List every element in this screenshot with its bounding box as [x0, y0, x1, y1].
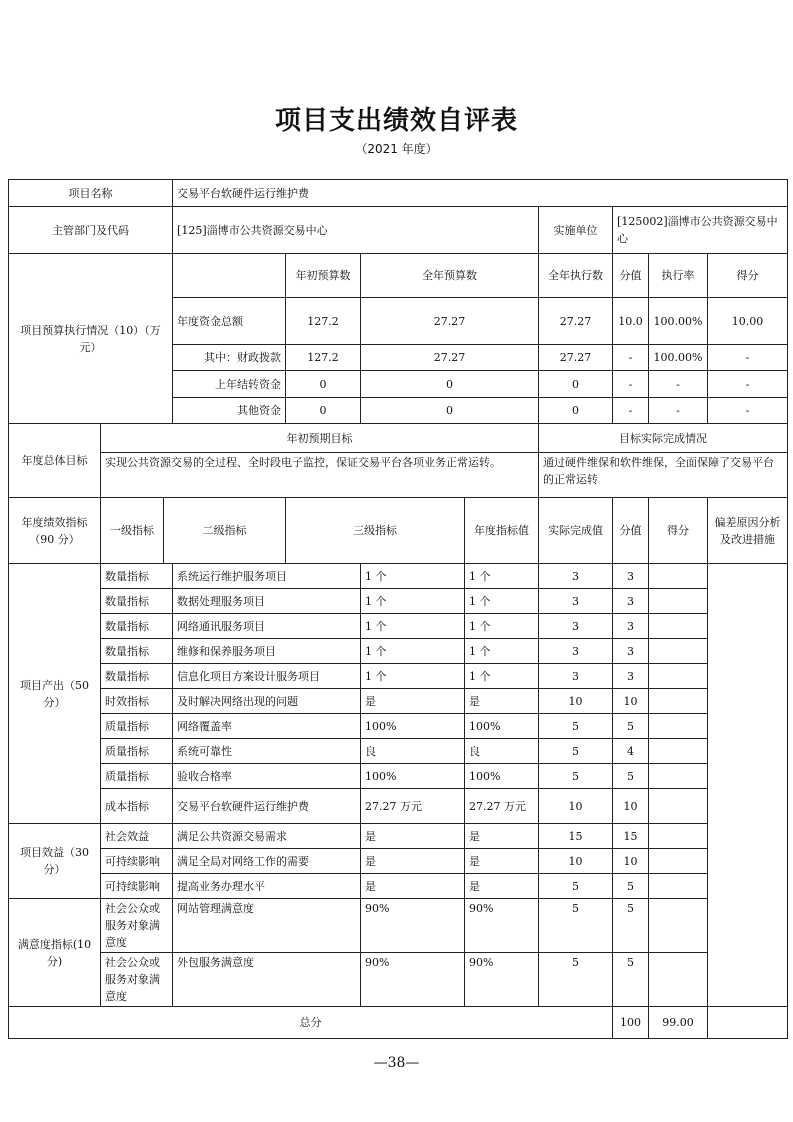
impl-value: [125002]淄博市公共资源交易中心 — [613, 207, 788, 254]
total-score: 99.00 — [649, 1007, 708, 1039]
indicator-actual: 是 — [465, 874, 539, 899]
indicator-score: 3 — [613, 664, 649, 689]
indicator-actual: 1 个 — [465, 639, 539, 664]
indicator-level2: 社会公众或服务对象满意度 — [101, 899, 173, 953]
project-name-value: 交易平台软硬件运行维护费 — [173, 180, 788, 207]
indicator-actual: 1 个 — [465, 589, 539, 614]
budget-row-annual: 27.27 — [361, 298, 539, 345]
indicator-level3: 提高业务办理水平 — [173, 874, 361, 899]
indicator-weight: 3 — [539, 664, 613, 689]
indicator-target: 1 个 — [361, 639, 465, 664]
indicator-level3: 及时解决网络出现的问题 — [173, 689, 361, 714]
indicator-weight: 10 — [539, 789, 613, 824]
indicator-note — [649, 764, 708, 789]
indicator-level2: 数量指标 — [101, 664, 173, 689]
budget-row-weight: - — [613, 398, 649, 424]
goals-header-row — [9, 424, 788, 453]
page-title: 项目支出绩效自评表 — [274, 106, 518, 136]
indicator-score: 3 — [613, 564, 649, 589]
budget-row-label: 其中：财政拨款 — [173, 345, 286, 371]
total-weight: 100 — [613, 1007, 649, 1039]
indicator-row — [9, 689, 788, 714]
indicator-score: 10 — [613, 789, 649, 824]
budget-row-label: 上年结转资金 — [173, 371, 286, 398]
indicator-score: 10 — [613, 849, 649, 874]
indicator-score: 5 — [613, 874, 649, 899]
indicator-actual: 100% — [465, 764, 539, 789]
indicator-target: 1 个 — [361, 564, 465, 589]
indicator-score: 5 — [613, 953, 649, 1007]
indicator-row — [9, 899, 788, 953]
indicator-target: 是 — [361, 874, 465, 899]
budget-header-score: 得分 — [708, 254, 788, 298]
budget-row-rate: - — [649, 398, 708, 424]
indicator-note — [649, 714, 708, 739]
indicator-level2: 质量指标 — [101, 714, 173, 739]
indicator-row — [9, 664, 788, 689]
project-name-row — [9, 180, 788, 207]
indicator-level3: 外包服务满意度 — [173, 953, 361, 1007]
indicator-level3: 满足公共资源交易需求 — [173, 824, 361, 849]
indicator-level1: 项目产出（50 分） — [9, 564, 101, 824]
indicator-level3: 验收合格率 — [173, 764, 361, 789]
indicator-weight: 5 — [539, 739, 613, 764]
evaluation-table — [8, 179, 788, 1039]
indicator-level3: 维修和保养服务项目 — [173, 639, 361, 664]
indicator-level3: 信息化项目方案设计服务项目 — [173, 664, 361, 689]
total-label: 总分 — [9, 1007, 613, 1039]
indicators-header-score: 得分 — [649, 498, 708, 564]
budget-section-label: 项目预算执行情况（10）（万元） — [9, 254, 173, 424]
indicator-note — [649, 589, 708, 614]
indicator-actual: 是 — [465, 824, 539, 849]
indicator-weight: 15 — [539, 824, 613, 849]
indicator-target: 良 — [361, 739, 465, 764]
budget-row-executed: 27.27 — [539, 298, 613, 345]
dept-row — [9, 207, 788, 254]
goals-content-row — [9, 453, 788, 498]
indicators-header-actual: 实际完成值 — [539, 498, 613, 564]
budget-row-weight: - — [613, 345, 649, 371]
indicator-actual: 90% — [465, 899, 539, 953]
indicator-weight: 3 — [539, 639, 613, 664]
indicator-row — [9, 874, 788, 899]
indicator-level2: 时效指标 — [101, 689, 173, 714]
indicator-weight: 3 — [539, 564, 613, 589]
indicator-level2: 数量指标 — [101, 589, 173, 614]
indicator-target: 1 个 — [361, 614, 465, 639]
indicator-weight: 5 — [539, 899, 613, 953]
indicator-weight: 5 — [539, 953, 613, 1007]
indicator-target: 90% — [361, 953, 465, 1007]
budget-row-annual: 0 — [361, 398, 539, 424]
budget-row-label: 其他资金 — [173, 398, 286, 424]
indicator-actual: 是 — [465, 849, 539, 874]
indicator-note — [649, 614, 708, 639]
indicator-score: 4 — [613, 739, 649, 764]
indicator-level2: 社会公众或服务对象满意度 — [101, 953, 173, 1007]
indicator-row — [9, 739, 788, 764]
indicator-weight: 3 — [539, 614, 613, 639]
indicator-body — [9, 564, 788, 1007]
indicator-note — [649, 564, 708, 589]
budget-row-score: - — [708, 398, 788, 424]
indicator-target: 是 — [361, 689, 465, 714]
indicator-target: 是 — [361, 824, 465, 849]
indicator-actual: 100% — [465, 714, 539, 739]
indicator-weight: 5 — [539, 874, 613, 899]
indicator-level2: 质量指标 — [101, 764, 173, 789]
indicator-row — [9, 564, 788, 589]
indicator-level3: 满足全局对网络工作的需要 — [173, 849, 361, 874]
indicator-note — [649, 664, 708, 689]
indicator-target: 1 个 — [361, 589, 465, 614]
indicator-actual: 1 个 — [465, 564, 539, 589]
budget-row-score: 10.00 — [708, 298, 788, 345]
budget-row-rate: 100.00% — [649, 298, 708, 345]
indicators-header-weight: 分值 — [613, 498, 649, 564]
indicator-level2: 可持续影响 — [101, 849, 173, 874]
indicator-actual: 1 个 — [465, 614, 539, 639]
indicators-section-label: 年度绩效指标（90 分） — [9, 498, 101, 564]
indicator-note — [649, 824, 708, 849]
indicator-score: 5 — [613, 899, 649, 953]
indicator-target: 100% — [361, 714, 465, 739]
indicator-level1: 满意度指标(10 分) — [9, 899, 101, 1007]
dept-label: 主管部门及代码 — [9, 207, 173, 254]
indicators-header-level2: 二级指标 — [164, 498, 286, 564]
page-number: —38— — [373, 1055, 420, 1071]
budget-header-rate: 执行率 — [649, 254, 708, 298]
indicator-weight: 10 — [539, 849, 613, 874]
indicator-target: 1 个 — [361, 664, 465, 689]
indicator-score: 3 — [613, 589, 649, 614]
indicator-level2: 可持续影响 — [101, 874, 173, 899]
indicator-row — [9, 764, 788, 789]
indicator-weight: 10 — [539, 689, 613, 714]
goals-section-label: 年度总体目标 — [9, 424, 101, 498]
budget-row-score: - — [708, 345, 788, 371]
indicator-score: 3 — [613, 639, 649, 664]
goals-actual-text: 通过硬件维保和软件维保，全面保障了交易平台的正常运转 — [539, 453, 788, 498]
indicator-target: 90% — [361, 899, 465, 953]
indicators-header-row — [9, 498, 788, 564]
indicator-note — [649, 689, 708, 714]
dept-value: [125]淄博市公共资源交易中心 — [173, 207, 539, 254]
indicator-row — [9, 953, 788, 1007]
budget-row-initial: 127.2 — [286, 298, 361, 345]
indicator-note — [649, 639, 708, 664]
indicators-header-note: 偏差原因分析及改进措施 — [708, 498, 788, 564]
indicator-level2: 质量指标 — [101, 739, 173, 764]
budget-row-initial: 0 — [286, 398, 361, 424]
indicator-target: 是 — [361, 849, 465, 874]
indicator-note — [649, 739, 708, 764]
indicator-level3: 网络覆盖率 — [173, 714, 361, 739]
indicator-score: 5 — [613, 764, 649, 789]
indicator-note — [649, 953, 708, 1007]
budget-header-blank — [173, 254, 286, 298]
budget-header-annual: 全年预算数 — [361, 254, 539, 298]
total-note — [708, 1007, 788, 1039]
indicator-target: 100% — [361, 764, 465, 789]
indicator-level3: 交易平台软硬件运行维护费 — [173, 789, 361, 824]
indicator-weight: 3 — [539, 589, 613, 614]
budget-header-row — [9, 254, 788, 298]
indicator-score: 10 — [613, 689, 649, 714]
budget-row-score: - — [708, 371, 788, 398]
budget-row-executed: 0 — [539, 398, 613, 424]
indicator-level3: 网络通讯服务项目 — [173, 614, 361, 639]
indicator-level2: 数量指标 — [101, 639, 173, 664]
indicator-level1: 项目效益（30 分） — [9, 824, 101, 899]
goals-expected-text: 实现公共资源交易的全过程、全时段电子监控，保证交易平台各项业务正常运转。 — [101, 453, 539, 498]
page-subtitle: （2021 年度） — [355, 142, 438, 156]
indicator-row — [9, 639, 788, 664]
project-name-label: 项目名称 — [9, 180, 173, 207]
budget-header-executed: 全年执行数 — [539, 254, 613, 298]
total-row — [9, 1007, 788, 1039]
budget-header-initial: 年初预算数 — [286, 254, 361, 298]
indicator-score: 5 — [613, 714, 649, 739]
indicator-level2: 数量指标 — [101, 564, 173, 589]
budget-row-executed: 0 — [539, 371, 613, 398]
indicators-header-level3: 三级指标 — [286, 498, 465, 564]
indicator-actual: 是 — [465, 689, 539, 714]
budget-row-executed: 27.27 — [539, 345, 613, 371]
indicator-note — [649, 849, 708, 874]
budget-row-weight: - — [613, 371, 649, 398]
budget-row-weight: 10.0 — [613, 298, 649, 345]
indicator-level3: 系统可靠性 — [173, 739, 361, 764]
indicator-row — [9, 824, 788, 849]
indicator-level2: 社会效益 — [101, 824, 173, 849]
indicator-actual: 90% — [465, 953, 539, 1007]
budget-row-label: 年度资金总额 — [173, 298, 286, 345]
budget-row-rate: - — [649, 371, 708, 398]
indicator-note — [649, 874, 708, 899]
indicators-header-target: 年度指标值 — [465, 498, 539, 564]
impl-label: 实施单位 — [539, 207, 613, 254]
indicator-level2: 成本指标 — [101, 789, 173, 824]
indicator-actual: 良 — [465, 739, 539, 764]
budget-row-initial: 127.2 — [286, 345, 361, 371]
indicator-actual: 1 个 — [465, 664, 539, 689]
indicator-note — [649, 789, 708, 824]
indicator-level3: 数据处理服务项目 — [173, 589, 361, 614]
indicator-row — [9, 789, 788, 824]
indicators-header-level1: 一级指标 — [101, 498, 164, 564]
indicator-weight: 5 — [539, 714, 613, 739]
budget-header-weight: 分值 — [613, 254, 649, 298]
indicator-row — [9, 714, 788, 739]
budget-row-annual: 27.27 — [361, 345, 539, 371]
indicator-level2: 数量指标 — [101, 614, 173, 639]
indicator-note — [649, 899, 708, 953]
budget-row-rate: 100.00% — [649, 345, 708, 371]
goals-expected-header: 年初预期目标 — [101, 424, 539, 453]
indicator-score: 3 — [613, 614, 649, 639]
indicator-weight: 5 — [539, 764, 613, 789]
indicator-actual: 27.27 万元 — [465, 789, 539, 824]
indicator-score: 15 — [613, 824, 649, 849]
indicator-level3: 系统运行维护服务项目 — [173, 564, 361, 589]
budget-row-initial: 0 — [286, 371, 361, 398]
indicator-level3: 网站管理满意度 — [173, 899, 361, 953]
goals-actual-header: 目标实际完成情况 — [539, 424, 788, 453]
indicator-target: 27.27 万元 — [361, 789, 465, 824]
indicator-row — [9, 849, 788, 874]
indicator-row — [9, 589, 788, 614]
indicator-row — [9, 614, 788, 639]
budget-row-annual: 0 — [361, 371, 539, 398]
